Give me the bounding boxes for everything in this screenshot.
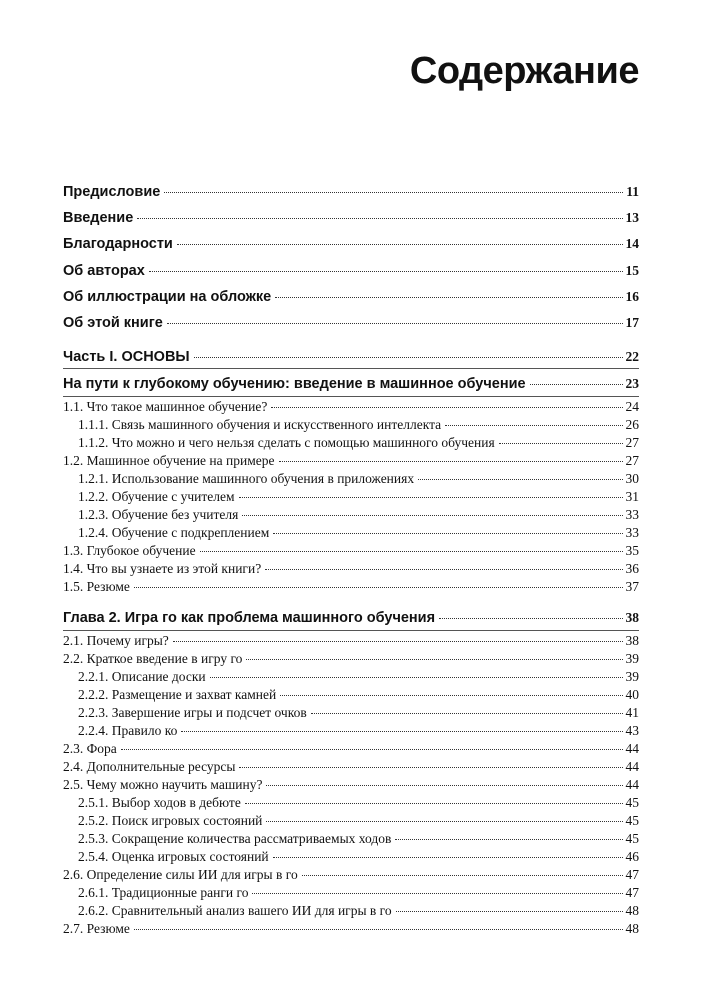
toc-entry-label: 2.2.3. Завершение игры и подсчет очков [78, 705, 307, 720]
dot-leader [439, 618, 622, 619]
toc-section-2-2-1[interactable] [63, 669, 639, 685]
toc-section-1-2[interactable] [63, 453, 639, 469]
toc-entry-label: 1.1. Что такое машинное обучение? [63, 399, 268, 414]
toc-page-number: 45 [625, 831, 639, 846]
toc-page-number: 45 [625, 795, 639, 810]
chapter-1-rule [63, 396, 639, 397]
toc-section-1-2-2[interactable] [63, 489, 639, 505]
dot-leader [280, 695, 622, 696]
toc-page-number: 14 [625, 236, 639, 251]
toc-page-number: 15 [625, 263, 639, 278]
dot-leader [252, 893, 622, 894]
dot-leader [177, 244, 623, 245]
toc-entry-label: 2.5.3. Сокращение количества рассматриваемых ходов [78, 831, 392, 846]
toc-page-number: 36 [625, 561, 639, 576]
toc-entry-label: Предисловие [63, 184, 161, 200]
toc-page-number: 22 [625, 349, 639, 364]
dot-leader [134, 929, 623, 930]
toc-entry-label: 2.5.1. Выбор ходов в дебюте [78, 795, 241, 810]
toc-section-1-5[interactable] [63, 579, 639, 595]
page-title: Содержание [409, 50, 639, 92]
toc-entry-label: Введение [63, 210, 134, 226]
toc-section-1-1[interactable] [63, 399, 639, 415]
dot-leader [173, 641, 623, 642]
toc-section-2-6[interactable] [63, 867, 639, 883]
toc-entry-label: 2.1. Почему игры? [63, 633, 169, 648]
toc-page-number: 35 [625, 543, 639, 558]
toc-page-number: 33 [625, 507, 639, 522]
toc-section-2-2[interactable] [63, 651, 639, 667]
toc-entry-acknowledgements[interactable] [63, 236, 639, 252]
dot-leader [149, 271, 623, 272]
dot-leader [265, 569, 622, 570]
toc-page-number: 27 [625, 453, 639, 468]
toc-page-number: 47 [625, 885, 639, 900]
table-of-contents [63, 0, 639, 1000]
toc-page-number: 13 [625, 210, 639, 225]
toc-section-2-4[interactable] [63, 759, 639, 775]
dot-leader [279, 461, 623, 462]
dot-leader [134, 587, 623, 588]
toc-entry-label: Об авторах [63, 263, 145, 279]
toc-section-2-2-2[interactable] [63, 687, 639, 703]
toc-page-number: 27 [625, 435, 639, 450]
dot-leader [246, 659, 622, 660]
toc-section-2-6-2[interactable] [63, 903, 639, 919]
dot-leader [302, 875, 623, 876]
toc-entry-label: 1.1.2. Что можно и чего нельзя сделать с помощью машинного обучения [78, 435, 495, 450]
toc-section-1-2-4[interactable] [63, 525, 639, 541]
toc-entry-label: 2.2. Краткое введение в игру го [63, 651, 243, 666]
toc-section-2-2-3[interactable] [63, 705, 639, 721]
toc-entry-introduction[interactable] [63, 210, 639, 226]
toc-section-2-5-4[interactable] [63, 849, 639, 865]
toc-page-number: 23 [625, 376, 639, 391]
toc-entry-label: Об этой книге [63, 315, 163, 331]
chapter-2-rule [63, 630, 639, 631]
dot-leader [275, 297, 622, 298]
toc-entry-label: Об иллюстрации на обложке [63, 289, 272, 305]
dot-leader [194, 357, 623, 358]
toc-page-number: 44 [625, 777, 639, 792]
toc-chapter-2[interactable] [63, 610, 639, 626]
toc-page-number: 44 [625, 741, 639, 756]
toc-entry-label: 1.5. Резюме [63, 579, 130, 594]
toc-entry-label: 2.2.2. Размещение и захват камней [78, 687, 277, 702]
dot-leader [311, 713, 623, 714]
toc-page-number: 47 [625, 867, 639, 882]
toc-entry-label: 2.2.4. Правило ко [78, 723, 178, 738]
dot-leader [210, 677, 623, 678]
toc-section-1-2-3[interactable] [63, 507, 639, 523]
dot-leader [273, 857, 623, 858]
toc-page-number: 38 [625, 633, 639, 648]
toc-entry-label: 2.5. Чему можно научить машину? [63, 777, 263, 792]
toc-page-number: 33 [625, 525, 639, 540]
toc-page-number: 46 [625, 849, 639, 864]
toc-entry-label: 2.7. Резюме [63, 921, 130, 936]
toc-page-number: 31 [625, 489, 639, 504]
toc-page-number: 39 [625, 669, 639, 684]
dot-leader [499, 443, 623, 444]
toc-section-2-5-1[interactable] [63, 795, 639, 811]
toc-page-number: 24 [625, 399, 639, 414]
dot-leader [164, 192, 623, 193]
toc-entry-label: 2.6.2. Сравнительный анализ вашего ИИ для игры в го [78, 903, 392, 918]
dot-leader [530, 384, 623, 385]
toc-entry-label: 2.2.1. Описание доски [78, 669, 206, 684]
toc-entry-label: 2.4. Дополнительные ресурсы [63, 759, 236, 774]
toc-entry-label: 1.3. Глубокое обучение [63, 543, 196, 558]
dot-leader [239, 497, 623, 498]
dot-leader [239, 767, 622, 768]
toc-entry-label: 1.1.1. Связь машинного обучения и искусственного интеллекта [78, 417, 442, 432]
toc-section-2-5-3[interactable] [63, 831, 639, 847]
toc-page-number: 30 [625, 471, 639, 486]
toc-entry-label: Часть I. ОСНОВЫ [63, 349, 190, 365]
dot-leader [273, 533, 622, 534]
toc-page-number: 48 [625, 903, 639, 918]
dot-leader [242, 515, 622, 516]
dot-leader [181, 731, 622, 732]
dot-leader [395, 839, 622, 840]
toc-entry-label: 1.2.1. Использование машинного обучения в приложениях [78, 471, 415, 486]
toc-page-number: 39 [625, 651, 639, 666]
toc-section-2-5[interactable] [63, 777, 639, 793]
toc-page-number: 11 [626, 184, 639, 199]
toc-section-1-1-1[interactable] [63, 417, 639, 433]
toc-page-number: 16 [625, 289, 639, 304]
toc-entry-about-cover[interactable] [63, 289, 639, 305]
toc-section-1-3[interactable] [63, 543, 639, 559]
dot-leader [121, 749, 623, 750]
toc-section-1-4[interactable] [63, 561, 639, 577]
toc-entry-label: 2.3. Фора [63, 741, 117, 756]
toc-page-number: 17 [625, 315, 639, 330]
dot-leader [245, 803, 623, 804]
toc-entry-label: На пути к глубокому обучению: введение в машинное обучение [63, 376, 526, 392]
dot-leader [445, 425, 622, 426]
toc-page-number: 37 [625, 579, 639, 594]
toc-section-1-1-2[interactable] [63, 435, 639, 451]
toc-page-number: 45 [625, 813, 639, 828]
toc-entry-label: 2.6. Определение силы ИИ для игры в го [63, 867, 298, 882]
toc-entry-label: 2.6.1. Традиционные ранги го [78, 885, 249, 900]
toc-page-number: 43 [625, 723, 639, 738]
toc-page-number: 40 [625, 687, 639, 702]
toc-page-number: 48 [625, 921, 639, 936]
dot-leader [266, 785, 622, 786]
part-1-rule [63, 368, 639, 369]
toc-page-number: 38 [625, 610, 639, 625]
toc-section-1-2-1[interactable] [63, 471, 639, 487]
dot-leader [137, 218, 622, 219]
toc-entry-label: Благодарности [63, 236, 173, 252]
toc-entry-preface[interactable] [63, 184, 639, 200]
dot-leader [418, 479, 622, 480]
dot-leader [167, 323, 623, 324]
toc-entry-label: 2.5.4. Оценка игровых состояний [78, 849, 269, 864]
toc-entry-label: 1.2.2. Обучение с учителем [78, 489, 235, 504]
toc-entry-label: Глава 2. Игра го как проблема машинного обучения [63, 610, 436, 626]
toc-entry-label: 1.2.4. Обучение с подкреплением [78, 525, 270, 540]
toc-section-2-6-1[interactable] [63, 885, 639, 901]
toc-section-2-2-4[interactable] [63, 723, 639, 739]
toc-entry-about-book[interactable] [63, 315, 639, 331]
toc-page-number: 41 [625, 705, 639, 720]
toc-section-2-5-2[interactable] [63, 813, 639, 829]
toc-chapter-1[interactable] [63, 376, 639, 392]
toc-section-2-3[interactable] [63, 741, 639, 757]
toc-section-2-7[interactable] [63, 921, 639, 937]
toc-entry-label: 1.4. Что вы узнаете из этой книги? [63, 561, 262, 576]
toc-part-1[interactable] [63, 349, 639, 365]
toc-page-number: 26 [625, 417, 639, 432]
toc-entry-label: 1.2. Машинное обучение на примере [63, 453, 275, 468]
toc-entry-about-authors[interactable] [63, 263, 639, 279]
dot-leader [396, 911, 623, 912]
toc-section-2-1[interactable] [63, 633, 639, 649]
toc-entry-label: 1.2.3. Обучение без учителя [78, 507, 239, 522]
dot-leader [266, 821, 622, 822]
dot-leader [200, 551, 623, 552]
toc-page-number: 44 [625, 759, 639, 774]
toc-entry-label: 2.5.2. Поиск игровых состояний [78, 813, 263, 828]
dot-leader [271, 407, 622, 408]
